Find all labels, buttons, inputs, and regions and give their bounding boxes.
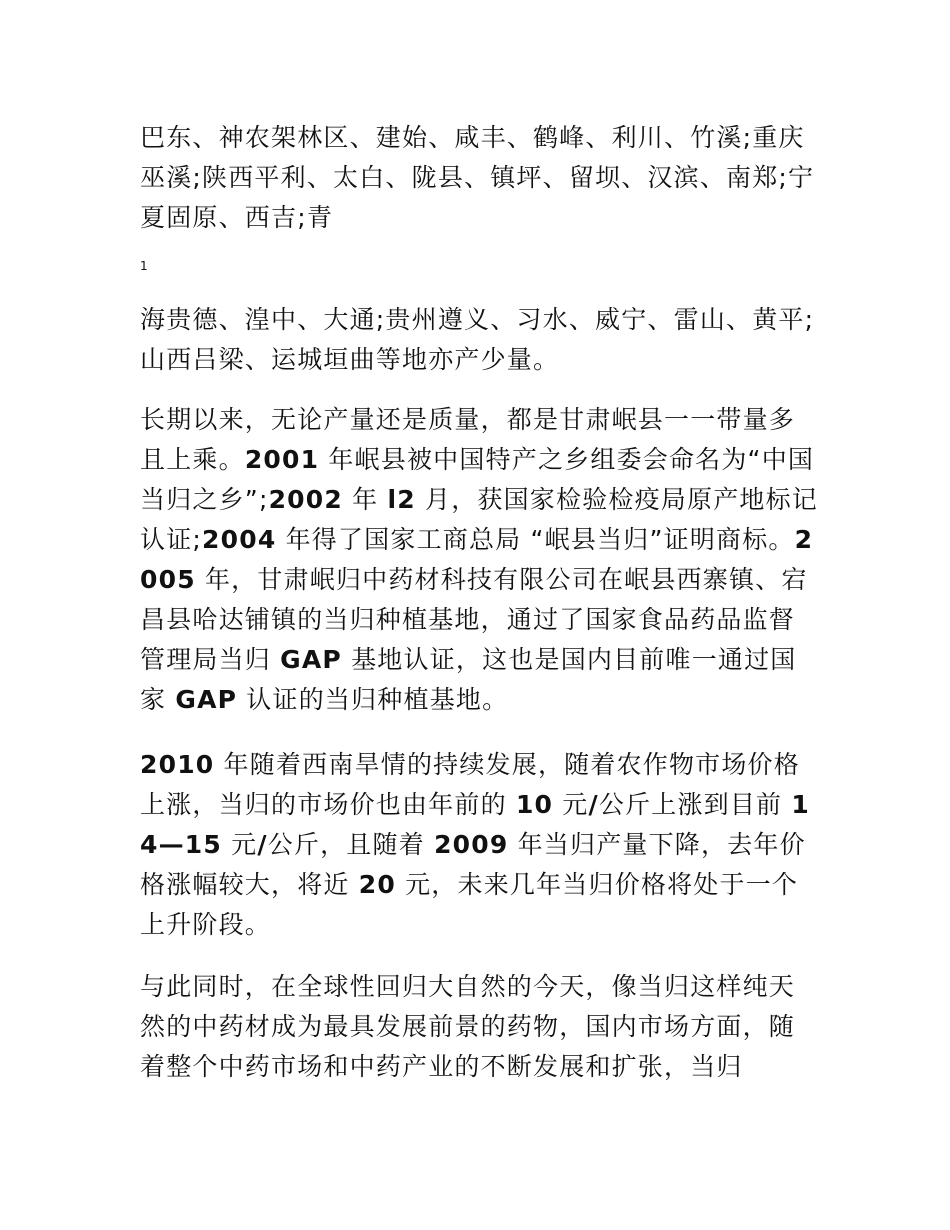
text-run: 年随着西南旱情的持续发展，随着农作物市场价格上涨，当归的市场价也由年前的: [140, 750, 800, 819]
text-run: 年: [342, 485, 388, 514]
bold-run: 14—15: [140, 790, 811, 859]
paragraph-3: [140, 400, 820, 720]
text-run: 巴东、神农架林区、建始、咸丰、鹤峰、利川、竹溪;重庆巫溪;陕西平利、太白、陇县、镇坪、留坝、汉滨、南郑;宁夏固原、西吉;青: [140, 123, 815, 232]
text-run: 基地认证，这也是国内目前唯一通过国家: [140, 645, 797, 714]
bold-run: GAP: [175, 685, 238, 714]
text-run: 与此同时，在全球性回归大自然的今天，像当归这样纯天然的中药材成为最具发展前景的药物，国内市场方面，随着整个中药市场和中药产业的不断发展和扩张，当归: [140, 972, 796, 1081]
text-run: 月，获国家检验检疫局原产地标记认证;: [140, 485, 818, 554]
text-run: 元: [222, 830, 258, 859]
text-run: 年，甘肃岷归中药材科技有限公司在岷县西寨镇、宕昌县哈达铺镇的当归种植基地，通过了国家食品药品监督管理局当归: [140, 565, 808, 674]
text-run: 元，未来几年当归价格将处于一个上升阶段。: [140, 870, 799, 939]
bold-run: 10: [515, 790, 554, 819]
text-run: 年岷县被中国特产之乡组委会命名为“中国当归之乡”;: [140, 445, 815, 514]
bold-run: 2010: [140, 750, 215, 779]
bold-run: /: [257, 830, 268, 859]
bold-run: 2005: [140, 525, 814, 594]
bold-run: l2: [387, 485, 416, 514]
bold-run: /: [588, 790, 599, 819]
bold-run: 2001: [244, 445, 320, 474]
paragraph-5: [140, 967, 820, 1087]
page-number: 1: [140, 259, 148, 273]
text-run: 年当归产量下降，去年价格涨幅较大，将近: [140, 830, 806, 899]
bold-run: 2009: [434, 830, 509, 859]
text-run: 公斤，且随着: [267, 830, 435, 859]
bold-run: GAP: [280, 645, 342, 674]
text-run: 长期以来，无论产量还是质量，都是甘肃岷县一一带量多且上乘。: [140, 405, 796, 474]
paragraph-2: [140, 300, 820, 380]
text-run: 公斤上涨到目前: [598, 790, 792, 819]
bold-run: 2004: [202, 525, 277, 554]
text-run: 海贵德、湟中、大通;贵州遵义、习水、威宁、雷山、黄平;山西吕梁、运城垣曲等地亦产少量。: [140, 305, 815, 374]
text-run: 元: [553, 790, 589, 819]
bold-run: 20: [358, 870, 396, 899]
bold-run: 2002: [268, 485, 343, 514]
text-run: 认证的当归种植基地。: [237, 685, 509, 714]
paragraph-1: [140, 118, 820, 238]
text-run: 年得了国家工商总局 “岷县当归”证明商标。: [276, 525, 795, 554]
paragraph-4: [140, 745, 820, 945]
